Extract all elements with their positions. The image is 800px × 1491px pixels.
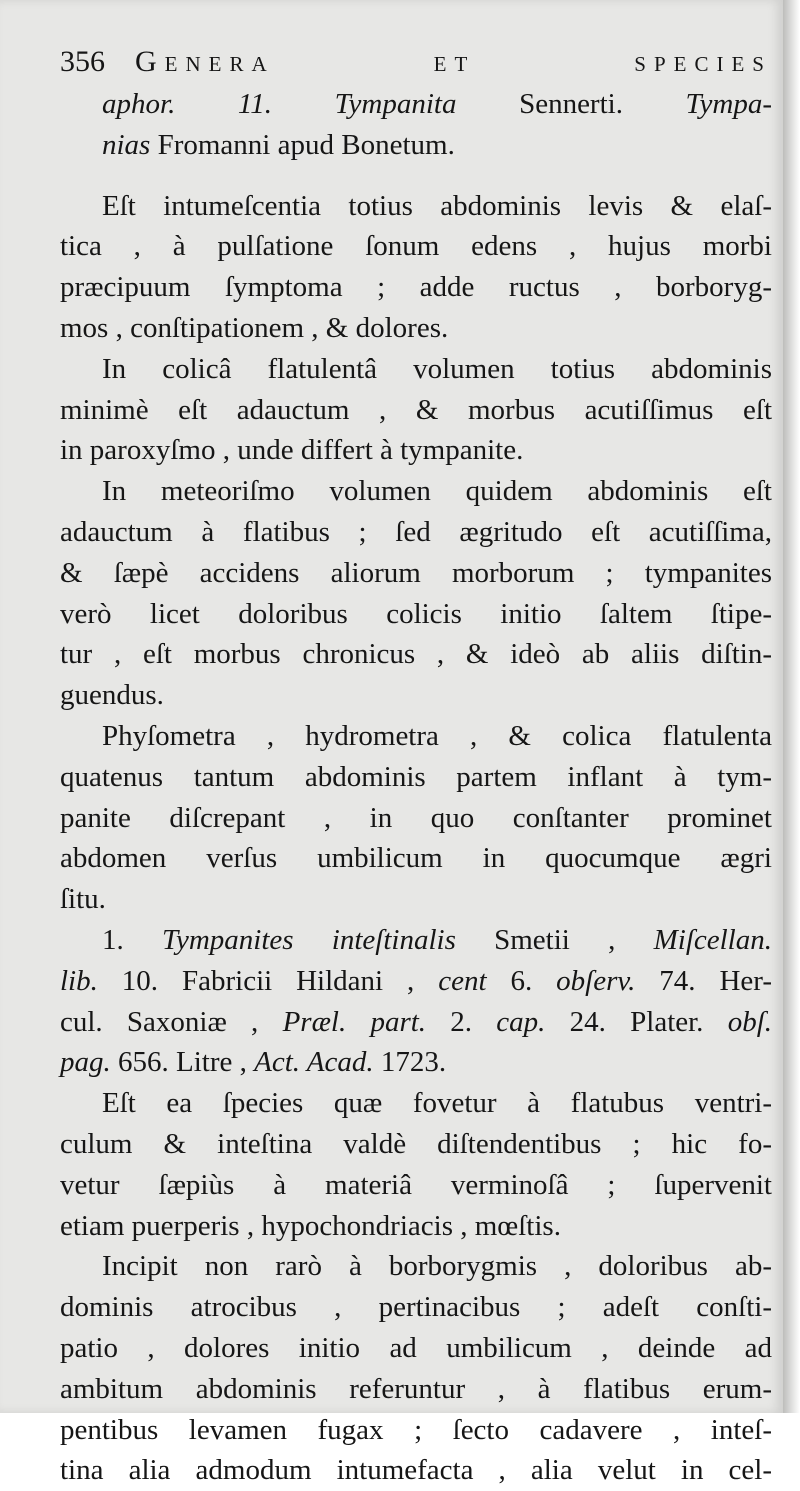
species-heading [60,920,772,1083]
ref-observ: obſerv. [556,964,636,997]
nias-term: nias [102,128,151,161]
page-number: 356 [60,45,105,78]
ref-act-acad: Act. Acad. [254,1046,374,1079]
text-line: Incipit non rarò à borborygmis , doloribus ab- [102,1250,772,1283]
text-line: præcipuum ſymptoma ; adde ructus , borboryg- [60,271,772,304]
text-line: & ſæpè accidens aliorum morborum ; tympanites [60,556,772,589]
text-line: patio , dolores initio ad umbilicum , deinde ad [60,1331,772,1364]
ref-lib: lib. [60,964,98,997]
species-line-4 [60,1042,772,1083]
ref-prael: Præl. part. [282,1005,427,1038]
paragraph-4 [60,716,772,920]
text-line: tina alia admodum intumefacta , alia velut in cel- [60,1454,772,1487]
sennerti-text: Sennerti. [456,88,686,120]
text-line: mos , conſtipationem , & dolores. [60,311,449,344]
text-line: tica , à pulſatione ſonum edens , hujus morbi [60,230,772,263]
species-line-3 [60,1002,772,1043]
fromanni-text: Fromanni apud Bonetum. [150,128,455,161]
ref-year: 1723. [373,1046,447,1079]
text-line: culum & inteſtina valdè diſtendentibus ; hic fo- [60,1127,772,1160]
paragraph-5 [60,1083,772,1246]
ref-miscellan: Miſcellan. [653,923,772,956]
text-line: In colicâ flatulentâ volumen totius abdominis [102,352,772,385]
ref-cap: cap. [496,1005,546,1038]
ref-litre: 656. Litre , [110,1046,255,1079]
text-line: Eſt intumeſcentia totius abdominis levis & elaſ- [102,189,772,222]
text-line: minimè eſt adauctum , & morbus acutiſſimus eſt [60,393,772,426]
tympanias-term: Tympa- [685,88,772,120]
text-line: abdomen verſus umbilicum in quocumque ægri [60,842,772,875]
paragraph-2 [60,349,772,471]
text-line: vetur ſæpiùs à materiâ verminoſâ ; ſupervenit [60,1168,772,1201]
aphorism-ref: aphor. 11. [102,88,272,120]
text-line: verò licet doloribus colicis initio ſaltem ſtipe- [60,597,772,630]
ref-cent: cent [438,964,487,997]
text-line: panite diſcrepant , in quo conſtanter prominet [60,801,772,834]
space [272,88,335,120]
page-header [60,40,772,84]
running-head: Genera et species [135,45,772,78]
ref-num: 6. [486,964,557,997]
intro-line-2 [60,125,772,166]
ref-her: 74. Her- [635,964,773,997]
paragraph-6 [60,1246,772,1491]
ref-saxoniae: cul. Saxoniæ , [60,1005,283,1038]
text-line: In meteoriſmo volumen quidem abdominis eſt [102,475,772,508]
species-number: 1. [102,923,162,956]
ref-fabricii: 10. Fabricii Hildani , [97,964,439,997]
text-line: ambitum abdominis referuntur , à flatibus erum- [60,1372,772,1405]
text-line: quatenus tantum abdominis partem inflant à tym- [60,760,772,793]
text-line: ſitu. [60,883,106,916]
text-line: adauctum à flatibus ; ſed ægritudo eſt acutiſſima, [60,515,772,548]
species-line-1 [60,920,772,961]
text-line: dominis atrocibus , pertinacibus ; adeſt conſti- [60,1291,772,1324]
paragraph-1 [60,186,772,349]
text-line: Eſt ea ſpecies quæ fovetur à flatubus ventri- [102,1087,772,1120]
species-name: Tympanites inteſtinalis [162,923,456,956]
author-smetii: Smetii , [455,923,654,956]
page-edge [783,0,800,1413]
ref-num: 2. [426,1005,497,1038]
text-line: tur , eſt morbus chronicus , & ideò ab aliis diſtin- [60,638,772,671]
species-line-2 [60,961,772,1002]
text-line: guendus. [60,679,164,712]
text-line: pentibus levamen fugax ; ſecto cadavere , inteſ- [60,1413,772,1446]
text-line: etiam puerperis , hypochondriacis , mœſtis. [60,1209,561,1242]
ref-pag: pag. [60,1046,111,1079]
text-line: in paroxyſmo , unde differt à tympanite. [60,434,524,467]
ref-obs: obſ. [727,1005,772,1038]
intro-line-1 [60,84,772,125]
ref-plater: 24. Plater. [545,1005,728,1038]
tympanita-term: Tympanita [334,88,457,120]
page-text [60,40,772,1491]
paragraph-3 [60,471,772,716]
text-line: Phyſometra , hydrometra , & colica flatulenta [102,719,772,752]
